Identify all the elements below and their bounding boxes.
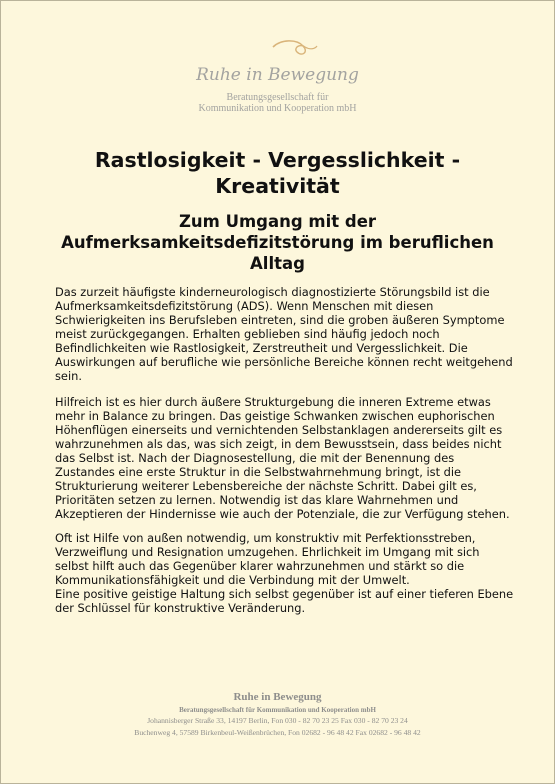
text-line: der Schlüssel für konstruktive Veränderung.: [55, 601, 306, 615]
text-line: wahrzunehmen als das, was sich zeigt, in dem Bewusstsein, dass beides nicht: [55, 437, 502, 451]
text-line: Schwierigkeiten ins Berufsleben eintreten, sind die groben äußeren Symptome: [55, 313, 505, 327]
text-line: sein.: [55, 369, 82, 383]
text-line: Verzweiflung und Resignation umzugehen. Ehrlichkeit im Umgang mit sich: [55, 545, 480, 559]
brand-subtitle: [1, 92, 554, 114]
page-subtitle: [41, 211, 514, 274]
text-line: Hilfreich ist es hier durch äußere Strukturgebung die inneren Extreme etwas: [55, 395, 491, 409]
text-line: meist zurückgegangen. Erhalten geblieben sind häufig jedoch noch: [55, 327, 440, 341]
text-line: Eine positive geistige Haltung sich selbst gegenüber ist auf einer tieferen Ebene: [55, 587, 514, 601]
subtitle-line: Aufmerksamkeitsdefizitstörung im beruflichen: [61, 233, 494, 252]
text-line: Strukturierung weiterer Lebensbereiche der nächste Schritt. Dabei gilt es,: [55, 479, 477, 493]
text-line: Höhenflügen einerseits und vernichtenden Selbstanklagen andererseits gilt es: [55, 423, 503, 437]
text-line: das Selbst ist. Nach der Diagnosestellung, die mit der Benennung des: [55, 451, 455, 465]
text-line: Auswirkungen auf berufliche wie persönliche Bereiche können recht weitgehend: [55, 355, 513, 369]
footer-company: Beratungsgesellschaft für Kommunikation und Kooperation mbH: [179, 706, 376, 714]
title-line: Kreativität: [215, 174, 340, 198]
paragraph-1: [55, 285, 513, 383]
text-line: Das zurzeit häufigste kinderneurologisch diagnostizierte Störungsbild ist die: [55, 285, 490, 299]
text-line: Prioritäten setzen zu lernen. Notwendig ist das klare Wahrnehmen und: [55, 493, 459, 507]
text-line: Aufmerksamkeitsdefizitstörung (ADS). Wenn Menschen mit diesen: [55, 299, 434, 313]
text-line: Akzeptieren der Hindernisse wie auch der Potenziale, die zur Verfügung stehen.: [55, 507, 510, 521]
text-line: selbst hilft auch das Gegenüber klarer wahrzunehmen und stärkt so die: [55, 559, 465, 573]
brand-subtitle-line: Beratungsgesellschaft für: [226, 92, 329, 103]
paragraph-2: [55, 395, 510, 521]
page-title: [41, 147, 514, 199]
swirl-logo-icon: [269, 37, 319, 59]
paragraph-3: [55, 531, 514, 615]
footer-address-birkenbeul: Buchenweg 4, 57589 Birkenbeul-Weißenbrüchen, Fon 02682 - 96 48 42 Fax 02682 - 96 48 42: [134, 728, 421, 737]
text-line: Oft ist Hilfe von außen notwendig, um konstruktiv mit Perfektionsstreben,: [55, 531, 476, 545]
brand-name: Ruhe in Bewegung: [196, 65, 359, 85]
title-line: Rastlosigkeit - Vergesslichkeit -: [94, 148, 461, 172]
text-line: Kommunikationsfähigkeit und die Verbindung mit der Umwelt.: [55, 573, 410, 587]
subtitle-line: Alltag: [250, 254, 305, 273]
text-line: Zustandes eine erste Struktur in die Selbstwahrnehmung bringt, ist die: [55, 465, 462, 479]
page-footer: [1, 691, 554, 739]
brand-subtitle-line: Kommunikation und Kooperation mbH: [198, 103, 357, 114]
text-line: mehr in Balance zu bringen. Das geistige Schwanken zwischen euphorischen: [55, 409, 495, 423]
subtitle-line: Zum Umgang mit der: [178, 212, 377, 231]
footer-address-berlin: Johannisberger Straße 33, 14197 Berlin, Fon 030 - 82 70 23 25 Fax 030 - 82 70 23 24: [147, 716, 408, 725]
footer-brand: Ruhe in Bewegung: [233, 691, 322, 703]
text-line: Befindlichkeiten wie Rastlosigkeit, Zerstreutheit und Vergesslichkeit. Die: [55, 341, 468, 355]
